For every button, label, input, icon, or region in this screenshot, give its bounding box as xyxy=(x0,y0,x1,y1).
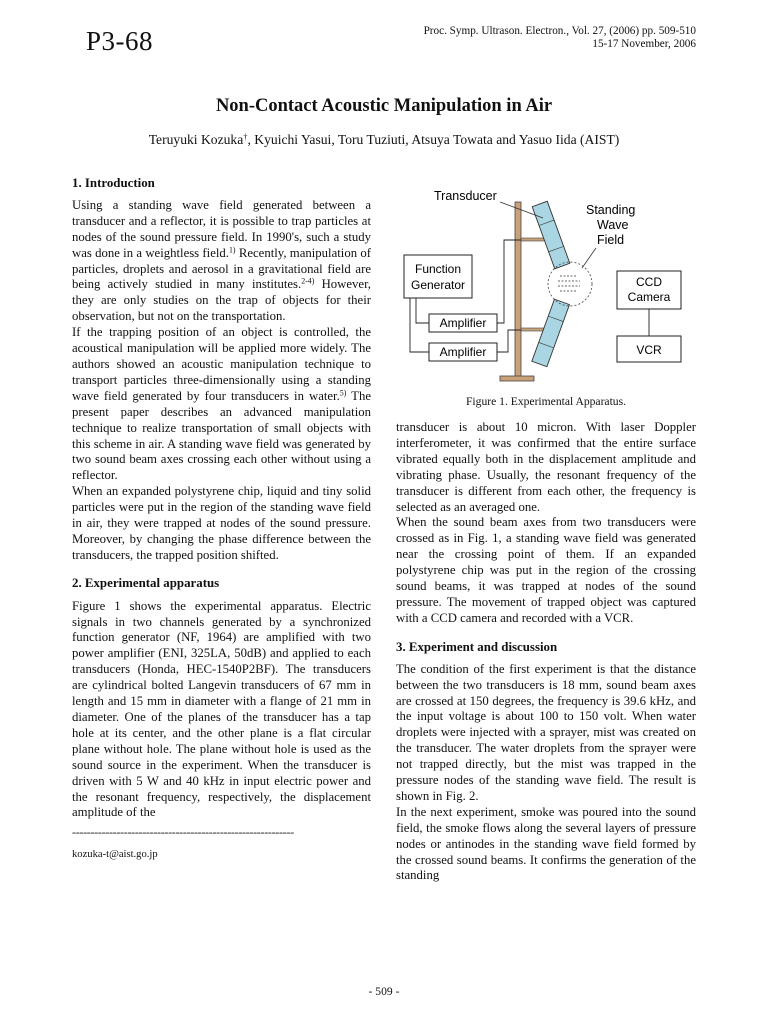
citation-5: 5) xyxy=(339,388,347,398)
other-authors: , Kyuichi Yasui, Toru Tuziuti, Atsuya Towata and Yasuo Iida (AIST) xyxy=(247,132,620,147)
footnote-email: kozuka-t@aist.go.jp xyxy=(72,849,158,861)
label-amplifier-bottom: Amplifier xyxy=(439,345,487,359)
paper-id: P3-68 xyxy=(86,26,154,56)
figure-1-caption: Figure 1. Experimental Apparatus. xyxy=(465,395,627,408)
upper-rod xyxy=(521,238,545,241)
section-1-heading: 1. Introduction xyxy=(72,176,155,190)
page-number: - 509 - xyxy=(368,985,400,998)
label-field: Field xyxy=(597,233,625,247)
stand-base xyxy=(500,376,534,381)
left-column xyxy=(72,176,371,863)
label-standing: Standing xyxy=(586,203,636,217)
label-amplifier-top: Amplifier xyxy=(439,316,487,330)
stand-pole xyxy=(515,202,521,378)
label-function: Function xyxy=(414,262,462,276)
section-3-heading: 3. Experiment and discussion xyxy=(396,639,558,654)
paper-title: Non-Contact Acoustic Manipulation in Air xyxy=(215,96,553,116)
citation-1: 1) xyxy=(228,245,236,255)
label-wave: Wave xyxy=(597,218,629,232)
label-vcr: VCR xyxy=(636,343,662,357)
upper-transducer xyxy=(532,201,570,268)
lower-rod xyxy=(521,328,545,331)
proceedings-line-2: 15-17 November, 2006 xyxy=(592,38,696,50)
authors xyxy=(0,132,768,148)
apparatus-paragraph: Figure 1 shows the experimental apparatus. Electric signals in two channels generated by a synchronized function generator (NF, 1964) are amplified with two power amplifier (ENI, 325LA, 50dB) and applied to each transducers (Honda, HEC-1540P2BF). The transducers are cylindrical bolted Langevin transducers of 67 mm in length and 15 mm in diameter with a flange of 21 mm in diameter. One of the planes of the transducer has a tap hole at its center, and the other plane is a flat circular plane without hole. The plane without hole is used as the sound source in the experiment. When the transducer is driven with 5 W and 40 kHz in input electric power and the resonant frequency, respectively, the displacement amplitude of the xyxy=(72,598,371,820)
apparatus-continued-paragraph: transducer is about 10 micron. With laser Doppler interferometer, it was confirmed that the entire surface vibrated equally both in the displacement amplitude and vibrating phase. Usually, the resonant frequency of the transducer is different from each other, the frequency is selected as an averaged one. xyxy=(396,420,696,514)
footnote-divider: ------------------------------------------------------------ xyxy=(72,825,294,840)
citation-2-4: 2-4) xyxy=(301,277,315,287)
intro-paragraph-3: When an expanded polystyrene chip, liquid and tiny solid particles were put in the region of the standing wave field in air, they were trapped at nodes of the sound pressure. Moreover, by changing the phase difference between the transducers, the trapped position shifted. xyxy=(72,484,371,562)
figure-1 xyxy=(396,180,696,385)
label-camera: Camera xyxy=(627,290,671,304)
intro-paragraph-1: Using a standing wave field generated between a transducer and a reflector, it is possible to trap particles at nodes of the sound pressure field. In 1990's, such a study was done in a weightless field.$^{1)}$ Recently, manipulation of particles, droplets and aerosol in a gravitational field are being actively studied in many institutes.$^{2-4)}$ However, they are only studies on the trap of objects for their observation, but not on the transportation. xyxy=(72,197,371,324)
right-column xyxy=(396,420,696,884)
corresponding-mark: † xyxy=(243,131,248,142)
apparatus-diagram xyxy=(396,180,696,385)
lower-transducer xyxy=(532,299,570,366)
crossing-beams-paragraph: When the sound beam axes from two transducers were crossed as in Fig. 1, a standing wave field was generated near the crossing point of them. If an expanded polystyrene chip was put in the region of the crossing sound beams, it was trapped at nodes of the sound pressure. The movement of trapped object was captured with a CCD camera and recorded with a VCR. xyxy=(396,515,696,625)
experiment-paragraph-2: In the next experiment, smoke was poured into the sound field, the smoke flows along the several layers of pressure nodes or antinodes in the standing wave field formed by the crossed sound beams. It confirms the generation of the standing xyxy=(396,804,696,883)
first-author: Teruyuki Kozuka xyxy=(148,132,244,147)
proceedings-line-1: Proc. Symp. Ultrason. Electron., Vol. 27, (2006) pp. 509-510 xyxy=(423,25,696,37)
proceedings-info xyxy=(424,25,696,51)
pressure-nodes xyxy=(558,276,580,291)
experiment-paragraph-1: The condition of the first experiment is that the distance between the two transducers is 18 mm, sound beam axes are crossed at 150 degrees, the frequency is 39.6 kHz, and the input voltage is about 100 to 150 volt. When water droplets were injected with a sprayer, mist was created on the transducer. The water droplets from the sprayer were not trapped directly, but the mist was trapped in the pressure nodes of the standing wave field. The result is shown in Fig. 2. xyxy=(396,661,696,803)
section-2-heading: 2. Experimental apparatus xyxy=(72,575,220,590)
intro-paragraph-2: If the trapping position of an object is controlled, the acoustical manipulation will be applied more widely. The authors showed an acoustic manipulation technique to transport particles three-dimensionally using a standing wave field generated by four transducers in water.$^{5)}$ The present paper describes an advanced manipulation technique to realize transportation of small objects with this scheme in air. A standing wave field was generated by two sound beam axes crossing each other without using a reflector. xyxy=(72,325,371,483)
label-transducer: Transducer xyxy=(434,189,497,203)
label-generator: Generator xyxy=(410,278,466,292)
field-pointer xyxy=(582,248,596,268)
label-ccd: CCD xyxy=(636,275,662,289)
